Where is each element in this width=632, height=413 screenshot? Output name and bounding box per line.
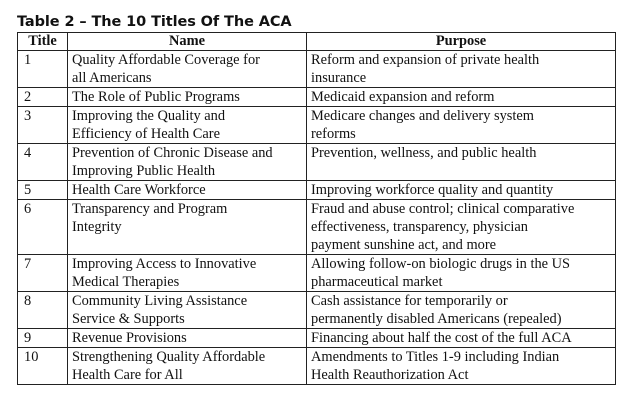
- title-purpose-line: Fraud and abuse control; clinical comparative: [311, 201, 575, 217]
- table-row: [18, 181, 616, 200]
- title-purpose-line: Medicaid expansion and reform: [311, 89, 495, 105]
- title-name-cell: [68, 181, 307, 200]
- title-purpose-line: effectiveness, transparency, physician: [311, 219, 528, 235]
- title-name-line: Integrity: [72, 219, 122, 235]
- title-purpose-cell: [307, 292, 616, 329]
- header-row: [18, 33, 616, 51]
- title-number-cell: 4: [18, 144, 68, 181]
- title-name-cell: [68, 255, 307, 292]
- title-purpose-cell: [307, 51, 616, 88]
- title-purpose-line: insurance: [311, 70, 367, 86]
- title-purpose-line: pharmaceutical market: [311, 274, 443, 290]
- title-purpose-line: Reform and expansion of private health: [311, 52, 540, 68]
- title-name-line: all Americans: [72, 70, 152, 86]
- title-purpose-line: Improving workforce quality and quantity: [311, 182, 554, 198]
- title-purpose-line: Financing about half the cost of the full ACA: [311, 330, 572, 346]
- title-name-line: Community Living Assistance: [72, 293, 248, 309]
- title-name-line: Service & Supports: [72, 311, 185, 327]
- title-purpose-cell: [307, 107, 616, 144]
- title-name-cell: [68, 200, 307, 255]
- table-row: [18, 144, 616, 181]
- title-name-line: Efficiency of Health Care: [72, 126, 220, 142]
- header-name: Name: [68, 33, 307, 51]
- aca-titles-table: [17, 32, 616, 385]
- title-name-line: Medical Therapies: [72, 274, 180, 290]
- title-purpose-line: Health Reauthorization Act: [311, 367, 469, 383]
- title-name-line: Health Care for All: [72, 367, 183, 383]
- title-purpose-cell: [307, 255, 616, 292]
- title-name-line: The Role of Public Programs: [72, 89, 240, 105]
- table-row: [18, 107, 616, 144]
- table-row: [18, 200, 616, 255]
- header-title: Title: [18, 33, 68, 51]
- table-row: [18, 88, 616, 107]
- title-purpose-line: Amendments to Titles 1-9 including Indian: [311, 349, 560, 365]
- title-number-cell: 8: [18, 292, 68, 329]
- title-name-line: Prevention of Chronic Disease and: [72, 145, 273, 161]
- title-number-cell: 9: [18, 329, 68, 348]
- title-name-line: Health Care Workforce: [72, 182, 206, 198]
- title-name-line: Strengthening Quality Affordable: [72, 349, 266, 365]
- title-number-cell: 10: [18, 348, 68, 385]
- header-purpose: Purpose: [307, 33, 616, 51]
- title-purpose-line: Cash assistance for temporarily or: [311, 293, 508, 309]
- table-body: [18, 51, 616, 385]
- title-number-cell: 2: [18, 88, 68, 107]
- title-name-cell: [68, 144, 307, 181]
- title-purpose-line: payment sunshine act, and more: [311, 237, 497, 253]
- title-name-line: Improving Access to Innovative: [72, 256, 257, 272]
- title-name-cell: [68, 292, 307, 329]
- title-name-cell: [68, 88, 307, 107]
- title-number-cell: 5: [18, 181, 68, 200]
- table-row: [18, 255, 616, 292]
- title-purpose-line: Prevention, wellness, and public health: [311, 145, 537, 161]
- title-number-cell: 1: [18, 51, 68, 88]
- title-name-line: Improving Public Health: [72, 163, 216, 179]
- table-row: [18, 348, 616, 385]
- title-purpose-cell: [307, 181, 616, 200]
- title-purpose-cell: [307, 144, 616, 181]
- title-purpose-cell: [307, 329, 616, 348]
- title-name-cell: [68, 51, 307, 88]
- title-purpose-line: Medicare changes and delivery system: [311, 108, 534, 124]
- table-header: [18, 33, 616, 51]
- title-purpose-line: Allowing follow-on biologic drugs in the US: [311, 256, 571, 272]
- title-name-line: Quality Affordable Coverage for: [72, 52, 260, 68]
- title-purpose-cell: [307, 88, 616, 107]
- title-name-cell: [68, 348, 307, 385]
- title-purpose-cell: [307, 200, 616, 255]
- table-row: [18, 51, 616, 88]
- table-row: [18, 292, 616, 329]
- title-name-line: Transparency and Program: [72, 201, 228, 217]
- title-number-cell: 6: [18, 200, 68, 255]
- title-name-line: Revenue Provisions: [72, 330, 187, 346]
- title-purpose-cell: [307, 348, 616, 385]
- title-number-cell: 7: [18, 255, 68, 292]
- title-name-cell: [68, 107, 307, 144]
- title-purpose-line: reforms: [311, 126, 356, 142]
- table-row: [18, 329, 616, 348]
- title-name-cell: [68, 329, 307, 348]
- title-purpose-line: permanently disabled Americans (repealed): [311, 311, 562, 327]
- title-number-cell: 3: [18, 107, 68, 144]
- table-caption: Table 2 – The 10 Titles Of The ACA: [17, 14, 292, 30]
- title-name-line: Improving the Quality and: [72, 108, 226, 124]
